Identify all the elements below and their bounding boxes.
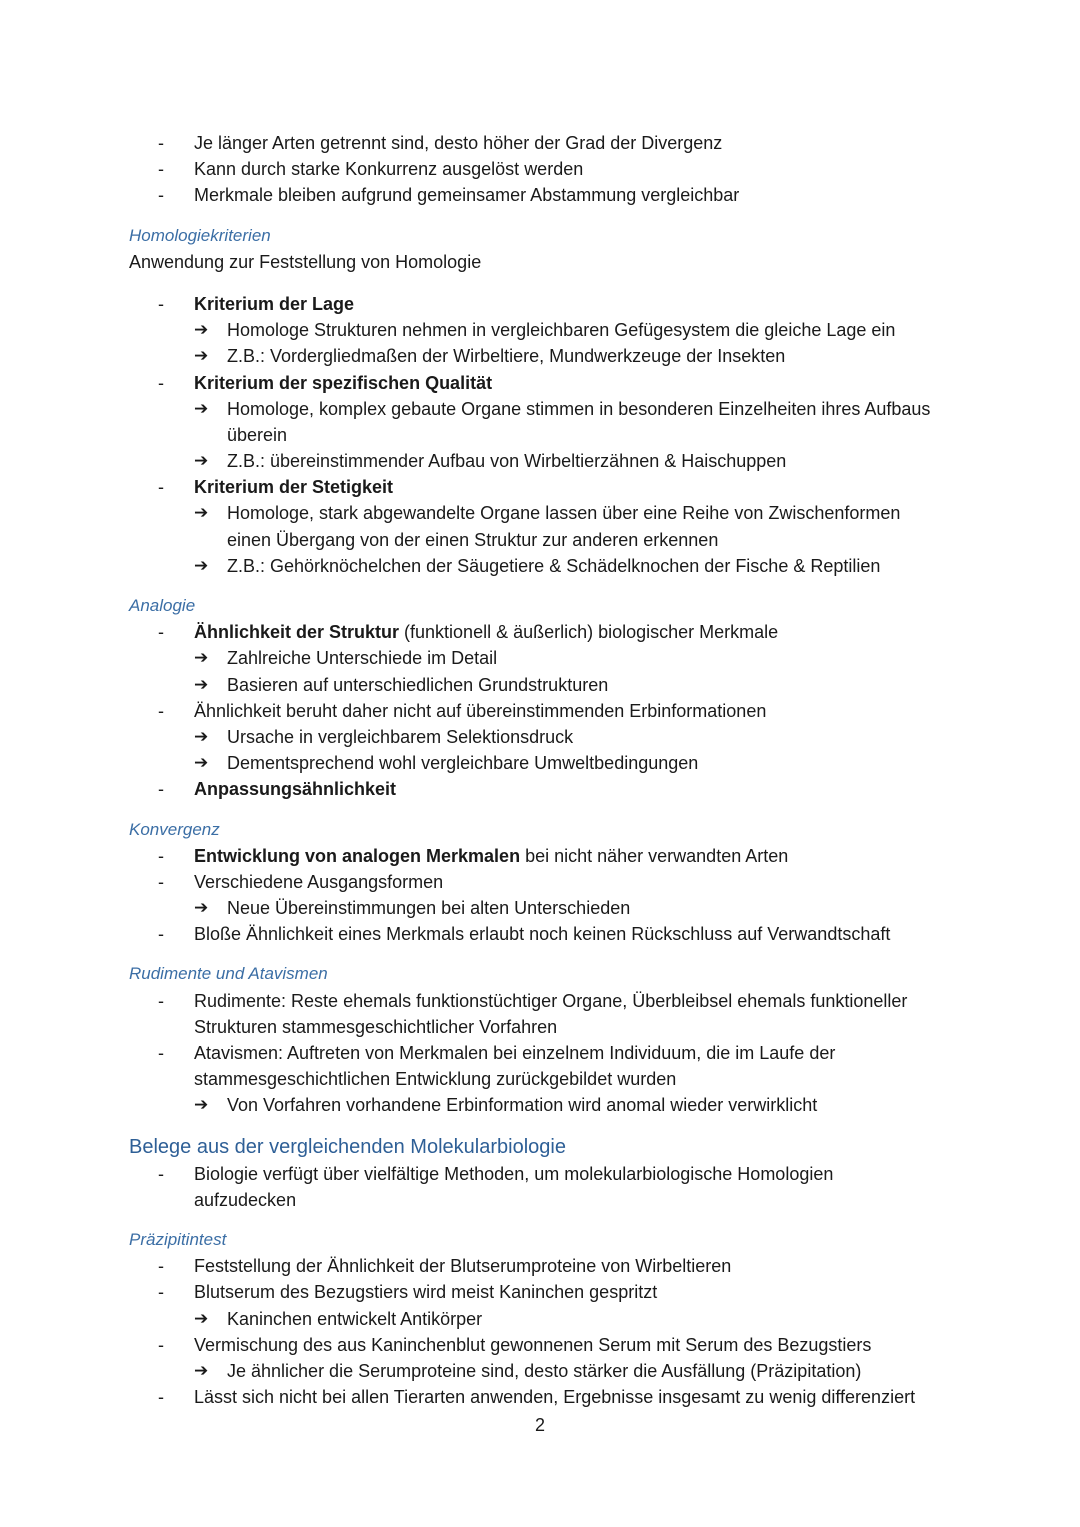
- arrow-icon: ➔: [194, 1308, 209, 1328]
- arrow-icon: ➔: [194, 1095, 209, 1115]
- dash-bullet: -: [158, 700, 164, 721]
- list-item: - Bloße Ähnlichkeit eines Merkmals erlaubt noch keinen Rückschluss auf Verwandtschaft: [0, 921, 1080, 947]
- list-item-continuation: Strukturen stammesgeschichtlicher Vorfahren: [194, 1016, 558, 1037]
- page-number: 2: [534, 1415, 545, 1435]
- arrow-item: ➔ Zahlreiche Unterschiede im Detail: [0, 645, 1080, 671]
- arrow-item: ➔ Z.B.: Gehörknöchelchen der Säugetiere & Schädelknochen der Fische & Reptilien: [0, 553, 1080, 579]
- arrow-icon: ➔: [194, 398, 209, 418]
- heading-analogie: Analogie: [129, 596, 196, 615]
- dash-bullet: -: [158, 293, 164, 314]
- heading-konvergenz: Konvergenz: [129, 819, 220, 839]
- arrow-item: ➔ Homologe, komplex gebaute Organe stimmen in besonderen Einzelheiten ihres Aufbaus: [0, 396, 1080, 422]
- arrow-item: ➔ Homologe Strukturen nehmen in vergleichbaren Gefügesystem die gleiche Lage ein: [0, 317, 1080, 343]
- dash-bullet: -: [158, 779, 164, 800]
- list-item: - Atavismen: Auftreten von Merkmalen bei einzelnem Individuum, die im Laufe der: [0, 1040, 1080, 1066]
- criteria-list: [0, 291, 1080, 579]
- list-item: - Vermischung des aus Kaninchenblut gewonnenen Serum mit Serum des Bezugstiers: [0, 1332, 1080, 1358]
- list-item: - Verschiedene Ausgangsformen: [0, 869, 1080, 895]
- praezipitin-list: [0, 1253, 1080, 1410]
- list-item: - Blutserum des Bezugstiers wird meist Kaninchen gespritzt: [0, 1279, 1080, 1305]
- document-body: [0, 130, 1080, 1410]
- list-item: - Feststellung der Ähnlichkeit der Blutserumproteine von Wirbeltieren: [0, 1253, 1080, 1279]
- heading-rudimente: Rudimente und Atavismen: [129, 964, 328, 984]
- arrow-item: ➔ Dementsprechend wohl vergleichbare Umweltbedingungen: [0, 750, 1080, 776]
- list-item-continuation: aufzudecken: [194, 1189, 297, 1210]
- list-item: - Je länger Arten getrennt sind, desto höher der Grad der Divergenz: [0, 130, 1080, 156]
- arrow-icon: ➔: [194, 346, 209, 366]
- dash-bullet: -: [158, 871, 164, 892]
- arrow-item: ➔ Homologe, stark abgewandelte Organe lassen über eine Reihe von Zwischenformen: [0, 500, 1080, 526]
- arrow-item: ➔ Basieren auf unterschiedlichen Grundstrukturen: [0, 672, 1080, 698]
- heading-molekularbiologie: Belege aus der vergleichenden Molekularbiologie: [129, 1135, 566, 1158]
- list-item: - Entwicklung von analogen Merkmalen bei nicht näher verwandten Arten: [0, 843, 1080, 869]
- arrow-item: ➔ Kaninchen entwickelt Antikörper: [0, 1306, 1080, 1332]
- homologie-intro: Anwendung zur Feststellung von Homologie: [129, 251, 482, 272]
- arrow-item: ➔ Z.B.: Vordergliedmaßen der Wirbeltiere, Mundwerkzeuge der Insekten: [0, 343, 1080, 369]
- dash-bullet: -: [158, 845, 164, 866]
- list-item: - Rudimente: Reste ehemals funktionstüchtiger Organe, Überbleibsel ehemals funktioneller: [0, 988, 1080, 1014]
- dash-bullet: -: [158, 185, 164, 206]
- list-item: - Anpassungsähnlichkeit: [0, 776, 1080, 802]
- heading-praezipitintest: Präzipitintest: [129, 1229, 227, 1249]
- arrow-icon: ➔: [194, 898, 209, 918]
- dash-bullet: -: [158, 1256, 164, 1277]
- heading-homologiekriterien: Homologiekriterien: [129, 225, 271, 245]
- arrow-icon: ➔: [194, 503, 209, 523]
- dash-bullet: -: [158, 372, 164, 393]
- arrow-icon: ➔: [194, 753, 209, 773]
- dash-bullet: -: [158, 1334, 164, 1355]
- list-item-continuation: stammesgeschichtlichen Entwicklung zurückgebildet wurden: [194, 1069, 677, 1090]
- arrow-icon: ➔: [194, 451, 209, 471]
- list-item: - Kriterium der Lage: [0, 291, 1080, 317]
- arrow-icon: ➔: [194, 1360, 209, 1380]
- dash-bullet: -: [158, 477, 164, 498]
- analogie-list: [0, 619, 1080, 802]
- konvergenz-list: [0, 843, 1080, 948]
- list-item: - Kriterium der Stetigkeit: [0, 474, 1080, 500]
- dash-bullet: -: [158, 1043, 164, 1063]
- arrow-icon: ➔: [194, 555, 209, 575]
- arrow-icon: ➔: [194, 320, 209, 340]
- arrow-item: ➔ Neue Übereinstimmungen bei alten Unterschieden: [0, 895, 1080, 921]
- list-item: - Kann durch starke Konkurrenz ausgelöst werden: [0, 156, 1080, 182]
- arrow-icon: ➔: [194, 648, 209, 668]
- list-item: - Lässt sich nicht bei allen Tierarten anwenden, Ergebnisse insgesamt zu wenig differenziert: [0, 1384, 1080, 1410]
- arrow-item-continuation: einen Übergang von der einen Struktur zur anderen erkennen: [227, 529, 719, 550]
- arrow-item: ➔ Je ähnlicher die Serumproteine sind, desto stärker die Ausfällung (Präzipitation): [0, 1358, 1080, 1384]
- arrow-item: ➔ Von Vorfahren vorhandene Erbinformation wird anomal wieder verwirklicht: [0, 1092, 1080, 1118]
- dash-bullet: -: [158, 1163, 164, 1184]
- rudimente-list: [0, 988, 1080, 1119]
- dash-bullet: -: [158, 1282, 164, 1303]
- dash-bullet: -: [158, 159, 164, 180]
- list-item: - Ähnlichkeit beruht daher nicht auf übereinstimmenden Erbinformationen: [0, 698, 1080, 724]
- dash-bullet: -: [158, 1387, 164, 1408]
- arrow-icon: ➔: [194, 674, 209, 694]
- list-item: - Biologie verfügt über vielfältige Methoden, um molekularbiologische Homologien: [0, 1161, 1080, 1187]
- list-item: - Merkmale bleiben aufgrund gemeinsamer Abstammung vergleichbar: [0, 182, 1080, 208]
- arrow-item: ➔ Ursache in vergleichbarem Selektionsdruck: [0, 724, 1080, 750]
- dash-bullet: -: [158, 924, 164, 945]
- arrow-item: ➔ Z.B.: übereinstimmender Aufbau von Wirbeltierzähnen & Haischuppen: [0, 448, 1080, 474]
- dash-bullet: -: [158, 133, 164, 153]
- arrow-item-continuation: überein: [227, 424, 288, 445]
- intro-list: [0, 130, 1080, 209]
- dash-bullet: -: [158, 622, 164, 643]
- arrow-icon: ➔: [194, 726, 209, 746]
- list-item: - Kriterium der spezifischen Qualität: [0, 370, 1080, 396]
- dash-bullet: -: [158, 990, 164, 1011]
- list-item: - Ähnlichkeit der Struktur (funktionell & äußerlich) biologischer Merkmale: [0, 619, 1080, 645]
- molekular-list: [0, 1161, 1080, 1213]
